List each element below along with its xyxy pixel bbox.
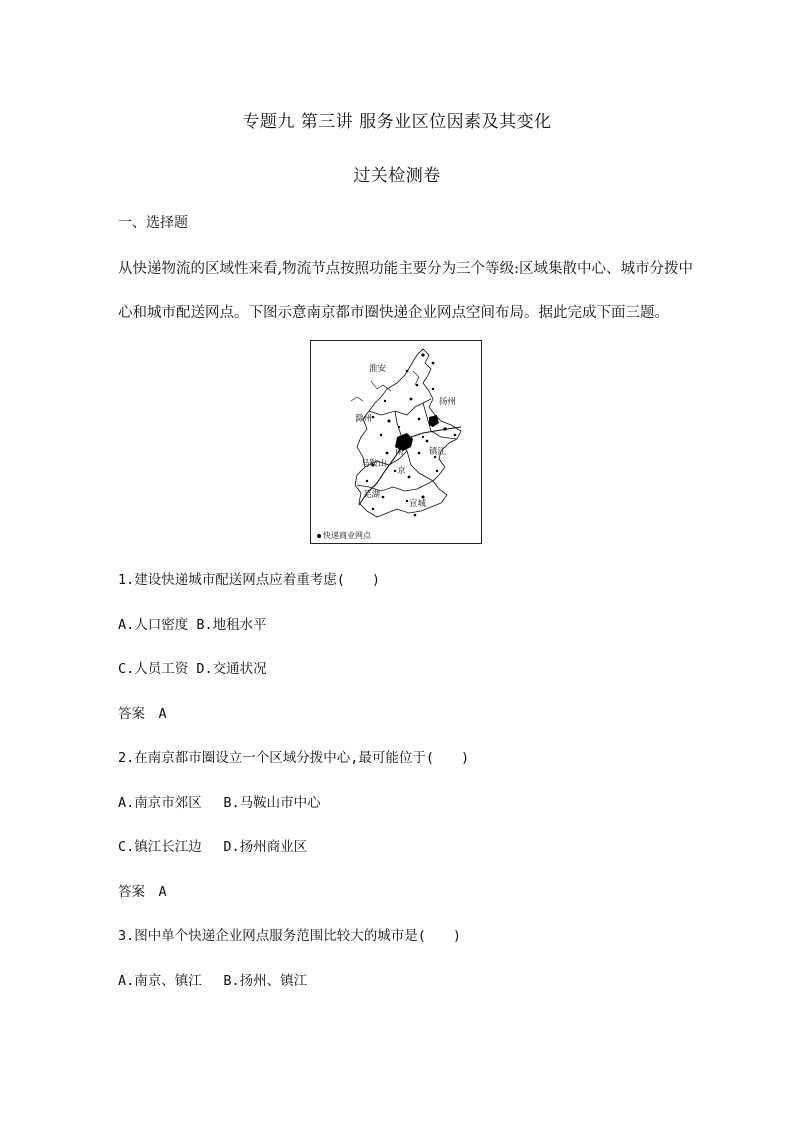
express-network-map <box>310 340 482 544</box>
question-2-stem: 2.在南京都市圈设立一个区域分拨中心,最可能位于( ) <box>118 750 470 766</box>
question-2-options-2: C.镇江长江边 D.扬州商业区 <box>118 839 308 855</box>
map-drawing <box>311 341 481 543</box>
question-3-stem: 3.图中单个快递企业网点服务范围比较大的城市是( ) <box>118 928 462 944</box>
question-1-stem: 1.建设快递城市配送网点应着重考虑( ) <box>118 572 381 588</box>
map-label-maanshan: 马鞍山 <box>361 459 387 469</box>
section-heading: 一、选择题 <box>118 215 188 231</box>
question-1-options-2: C.人员工资 D.交通状况 <box>118 661 267 677</box>
map-label-xuancheng: 宣城 <box>409 499 427 509</box>
document-subtitle: 过关检测卷 <box>353 166 441 186</box>
map-label-wuhu: 芜湖 <box>363 490 381 500</box>
legend-dot-icon <box>317 534 321 538</box>
question-3-options-1: A.南京、镇江 B.扬州、镇江 <box>118 973 308 989</box>
map-legend <box>317 530 371 541</box>
question-2-answer: 答案 A <box>118 884 167 900</box>
river-line <box>371 381 391 391</box>
question-1-answer: 答案 A <box>118 706 167 722</box>
question-2-options-1: A.南京市郊区 B.马鞍山市中心 <box>118 795 321 811</box>
map-label-huaian: 淮安 <box>369 364 387 374</box>
river-line <box>351 397 363 401</box>
map-label-chuzhou: 滁州 <box>355 414 373 424</box>
boundary-line <box>369 399 431 415</box>
yangzhou-cluster <box>429 415 439 427</box>
map-label-jing: 京 <box>397 466 406 476</box>
map-label-yangzhou: 扬州 <box>439 397 457 407</box>
map-label-zhenjiang: 镇江 <box>429 447 447 457</box>
river-line <box>413 371 419 385</box>
document-title: 专题九 第三讲 服务业区位因素及其变化 <box>242 112 552 132</box>
question-1-options-1: A.人口密度 B.地租水平 <box>118 617 267 633</box>
intro-line-2: 心和城市配送网点。下图示意南京都市圈快递企业网点空间布局。据此完成下面三题。 <box>118 305 669 321</box>
map-label-nan: 南 <box>395 447 404 457</box>
boundary-line <box>423 403 457 439</box>
legend-label: 快递商业网点 <box>323 531 371 540</box>
intro-line-1: 从快递物流的区域性来看,物流节点按照功能主要分为三个等级:区域集散中心、城市分拨中 <box>118 261 693 277</box>
